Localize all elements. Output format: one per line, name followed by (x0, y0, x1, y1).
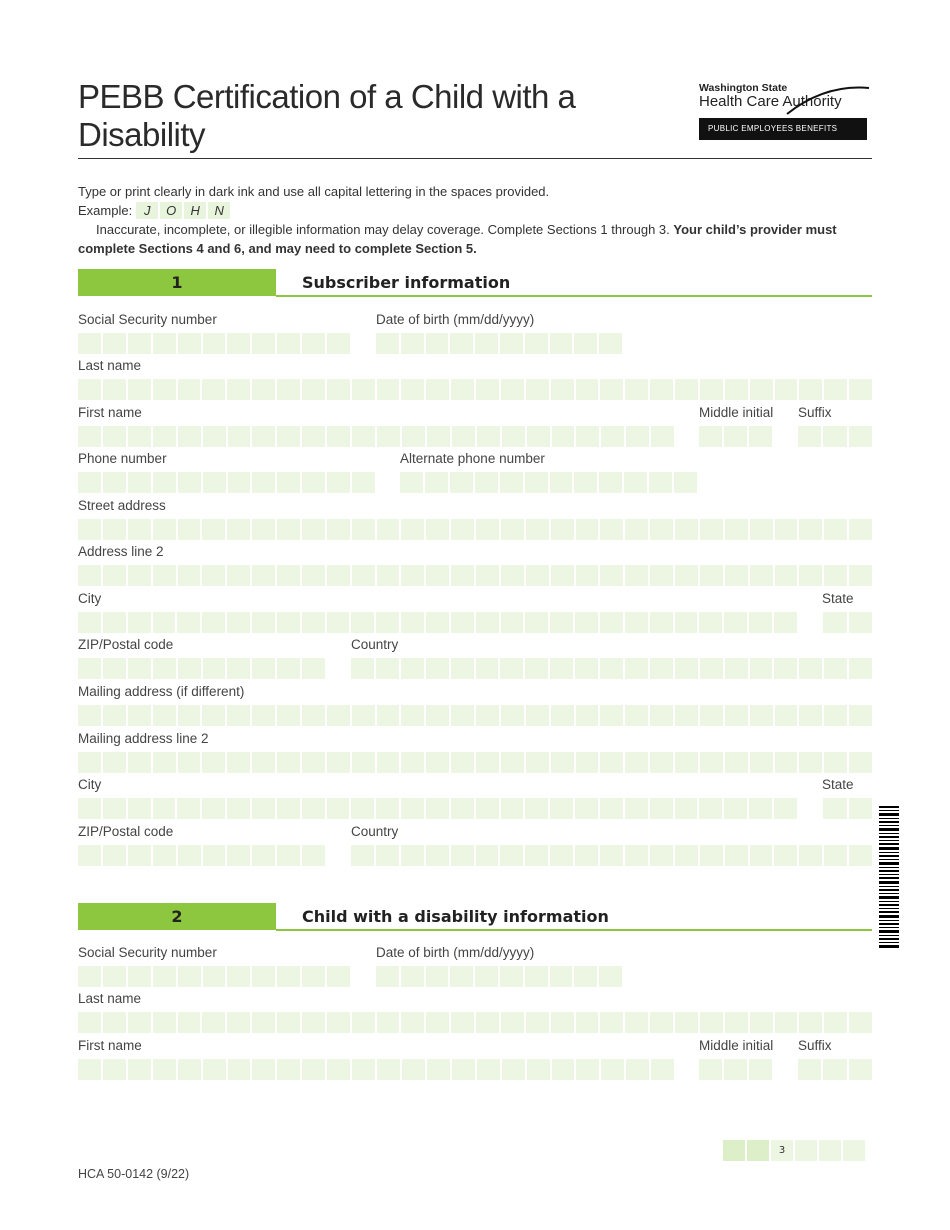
s2-last-name-input[interactable] (78, 1012, 872, 1033)
notice-bold: Your child’s provider must complete Sections 4 and 6, and may need to complete Section 5. (78, 222, 837, 256)
s1-country2-label: Country (351, 824, 399, 839)
s1-zip2-input[interactable] (78, 845, 325, 866)
notice (78, 220, 872, 258)
section-2-rule (276, 929, 872, 931)
logo-bar: PUBLIC EMPLOYEES BENEFITS BOARD (699, 118, 867, 140)
s1-alt-phone-input[interactable] (400, 472, 697, 493)
example-label: Example: (78, 203, 133, 218)
s1-street-input[interactable] (78, 519, 872, 540)
example-letter: N (208, 202, 230, 219)
section-2-title: Child with a disability information (302, 907, 609, 926)
s1-alt-phone-label: Alternate phone number (400, 451, 545, 466)
s1-ssn-input[interactable] (78, 333, 350, 354)
s1-dob-input[interactable] (376, 333, 622, 354)
page-number-box (723, 1140, 867, 1161)
s1-zip2-label: ZIP/Postal code (78, 824, 174, 839)
s1-mailing2-label: Mailing address line 2 (78, 731, 209, 746)
s1-mailing-input[interactable] (78, 705, 872, 726)
section-1-number: 1 (78, 269, 276, 296)
s2-middle-initial-label: Middle initial (699, 1038, 774, 1053)
s2-dob-input[interactable] (376, 966, 622, 987)
logo-line2: Health Care Authority (699, 93, 842, 110)
s1-address2-label: Address line 2 (78, 544, 164, 559)
example-letter: O (160, 202, 182, 219)
s1-first-name-label: First name (78, 405, 142, 420)
s1-country-input[interactable] (351, 658, 872, 679)
s1-middle-initial-input[interactable] (699, 426, 772, 447)
s1-state2-label: State (822, 777, 854, 792)
s1-address2-input[interactable] (78, 565, 872, 586)
s1-zip-input[interactable] (78, 658, 325, 679)
s2-ssn-input[interactable] (78, 966, 350, 987)
section-2-header (78, 903, 872, 931)
example-letter: H (184, 202, 206, 219)
form-id: HCA 50-0142 (9/22) (78, 1167, 190, 1181)
s1-suffix-label: Suffix (798, 405, 832, 420)
s1-country2-input[interactable] (351, 845, 872, 866)
example-letter: J (136, 202, 158, 219)
s1-zip-label: ZIP/Postal code (78, 637, 174, 652)
s1-first-name-input[interactable] (78, 426, 674, 447)
s1-city-input[interactable] (78, 612, 797, 633)
s2-middle-initial-input[interactable] (699, 1059, 772, 1080)
s1-state-label: State (822, 591, 854, 606)
hca-logo (697, 80, 873, 155)
s1-last-name-label: Last name (78, 358, 142, 373)
s2-first-name-input[interactable] (78, 1059, 674, 1080)
form-title: PEBB Certification of a Child with a Disability (78, 78, 576, 153)
s2-dob-label: Date of birth (mm/dd/yyyy) (376, 945, 535, 960)
instructions (78, 182, 872, 258)
s1-street-label: Street address (78, 498, 166, 513)
s2-suffix-label: Suffix (798, 1038, 832, 1053)
example-boxes (136, 202, 232, 219)
s2-first-name-label: First name (78, 1038, 142, 1053)
barcode-icon (879, 806, 899, 948)
s1-city-label: City (78, 591, 102, 606)
s1-middle-initial-label: Middle initial (699, 405, 774, 420)
s2-last-name-label: Last name (78, 991, 142, 1006)
s1-city2-input[interactable] (78, 798, 797, 819)
example-row (78, 201, 872, 220)
s1-state-input[interactable] (823, 612, 872, 633)
header-divider (78, 158, 872, 159)
logo-line1: Washington State (699, 82, 788, 94)
section-1-header (78, 269, 872, 297)
s1-dob-label: Date of birth (mm/dd/yyyy) (376, 312, 535, 327)
logo-swoosh-icon (785, 84, 873, 118)
s1-state2-input[interactable] (823, 798, 872, 819)
s1-last-name-input[interactable] (78, 379, 872, 400)
s2-suffix-input[interactable] (798, 1059, 872, 1080)
s1-phone-input[interactable] (78, 472, 375, 493)
section-2-number: 2 (78, 903, 276, 930)
s1-ssn-label: Social Security number (78, 312, 217, 327)
page-number: 3 (771, 1140, 793, 1161)
s1-suffix-input[interactable] (798, 426, 872, 447)
s1-mailing2-input[interactable] (78, 752, 872, 773)
s2-ssn-label: Social Security number (78, 945, 217, 960)
notice-text: Inaccurate, incomplete, or illegible information may delay coverage. Complete Sections 1 through 3. (96, 222, 670, 237)
s1-country-label: Country (351, 637, 399, 652)
s1-mailing-label: Mailing address (if different) (78, 684, 245, 699)
s1-city2-label: City (78, 777, 102, 792)
section-1-title: Subscriber information (302, 273, 511, 292)
section-1-rule (276, 295, 872, 297)
instructions-line1: Type or print clearly in dark ink and use all capital lettering in the spaces provided. (78, 184, 550, 199)
s1-phone-label: Phone number (78, 451, 167, 466)
